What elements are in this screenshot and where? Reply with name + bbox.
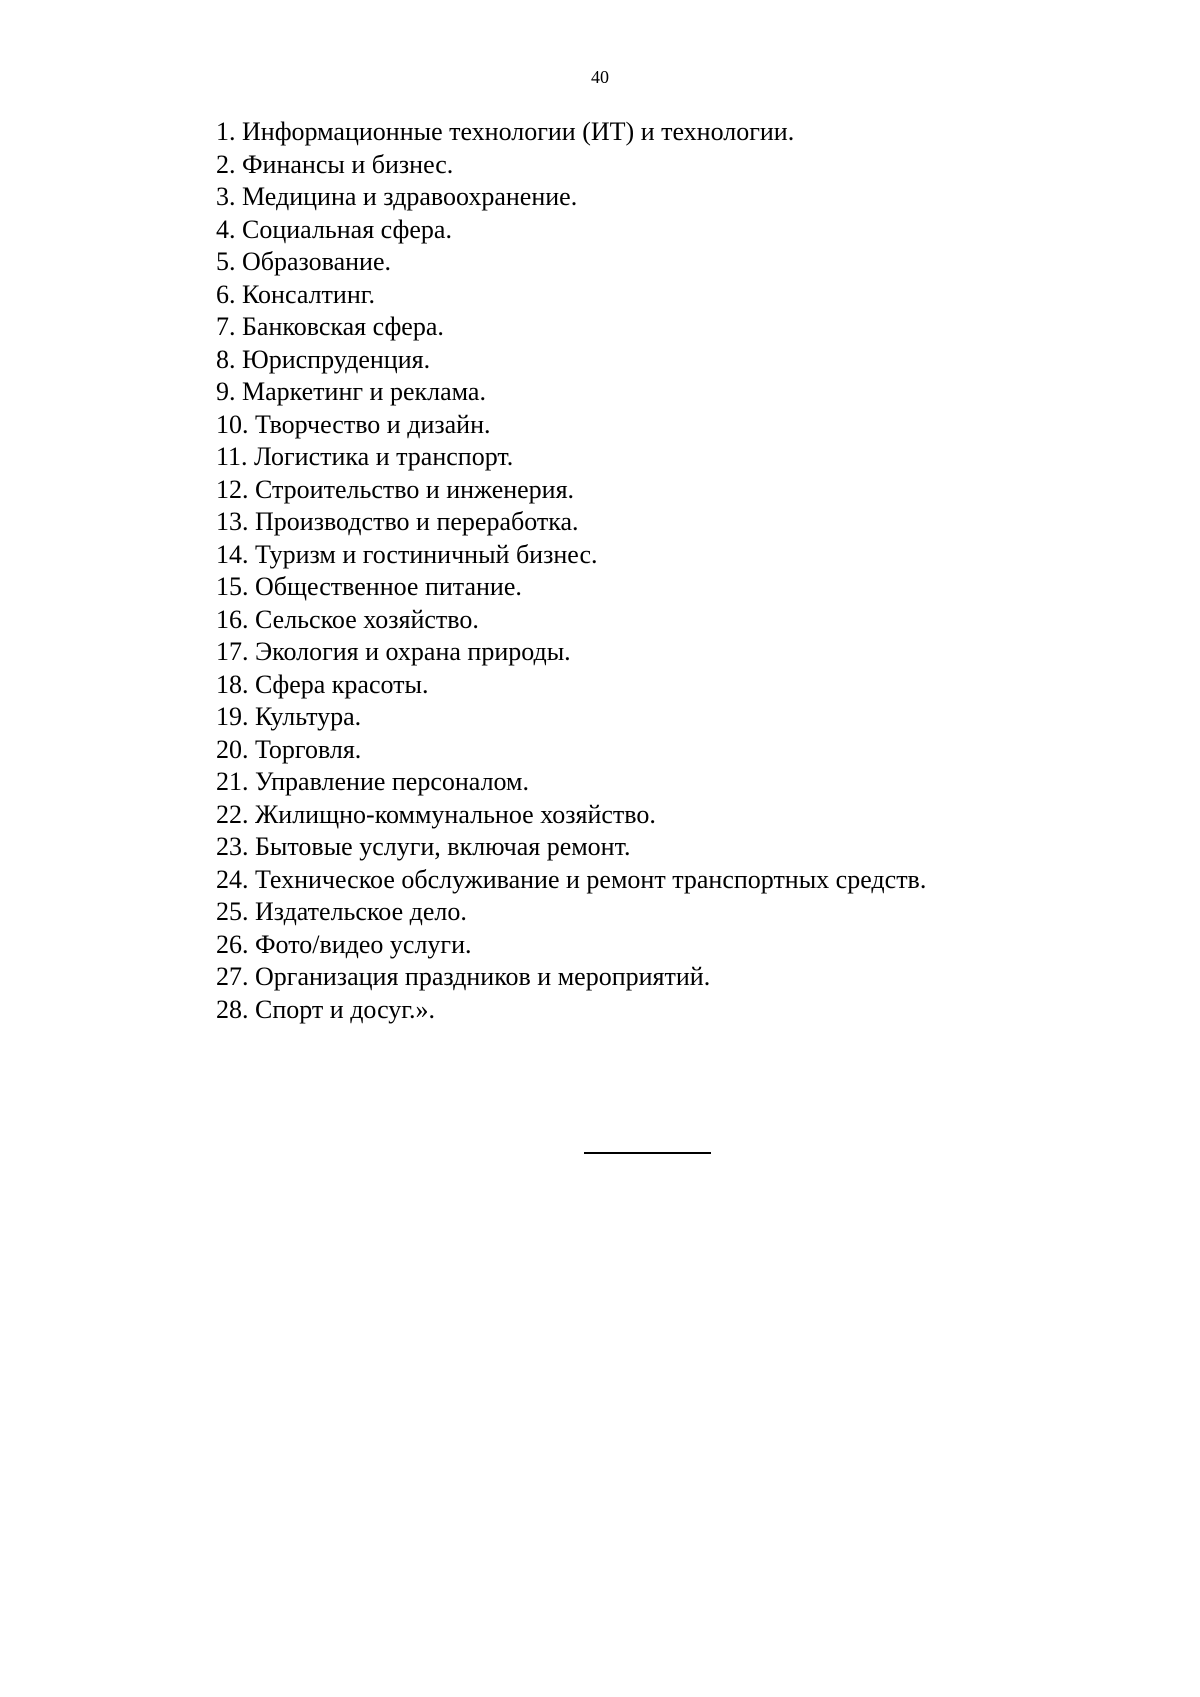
list-item: 20. Торговля. <box>216 734 362 764</box>
list-item: 12. Строительство и инженерия. <box>216 474 575 504</box>
list-item: 6. Консалтинг. <box>216 279 375 309</box>
list-item: 7. Банковская сфера. <box>216 312 444 341</box>
list-item: 28. Спорт и досуг.». <box>216 994 435 1024</box>
list-item: 9. Маркетинг и реклама. <box>216 377 486 406</box>
list-item: 3. Медицина и здравоохранение. <box>216 182 578 211</box>
list-item: 14. Туризм и гостиничный бизнес. <box>216 539 598 569</box>
list-item: 24. Техническое обслуживание и ремонт транспортных средств. <box>216 864 927 894</box>
end-divider <box>584 1152 711 1154</box>
list-item: 18. Сфера красоты. <box>216 669 429 699</box>
list-item: 13. Производство и переработка. <box>216 507 579 536</box>
list-item: 26. Фото/видео услуги. <box>216 929 472 959</box>
list-item: 11. Логистика и транспорт. <box>216 442 514 471</box>
list-item: 8. Юриспруденция. <box>216 344 431 374</box>
page-number: 40 <box>591 67 609 87</box>
list-item: 21. Управление персоналом. <box>216 767 530 796</box>
list-item: 17. Экология и охрана природы. <box>216 637 571 666</box>
list-item: 22. Жилищно-коммунальное хозяйство. <box>216 799 656 829</box>
list-item: 23. Бытовые услуги, включая ремонт. <box>216 832 631 861</box>
list-item: 5. Образование. <box>216 247 392 276</box>
list-item: 16. Сельское хозяйство. <box>216 604 479 634</box>
list-item: 25. Издательское дело. <box>216 897 467 926</box>
list-item: 1. Информационные технологии (ИТ) и технологии. <box>216 117 795 146</box>
industry-list <box>216 116 1116 1026</box>
list-item: 19. Культура. <box>216 702 362 731</box>
list-item: 4. Социальная сфера. <box>216 214 452 244</box>
list-item: 15. Общественное питание. <box>216 572 522 601</box>
list-item: 2. Финансы и бизнес. <box>216 149 454 179</box>
list-item: 27. Организация праздников и мероприятий. <box>216 962 711 991</box>
list-item: 10. Творчество и дизайн. <box>216 409 491 439</box>
